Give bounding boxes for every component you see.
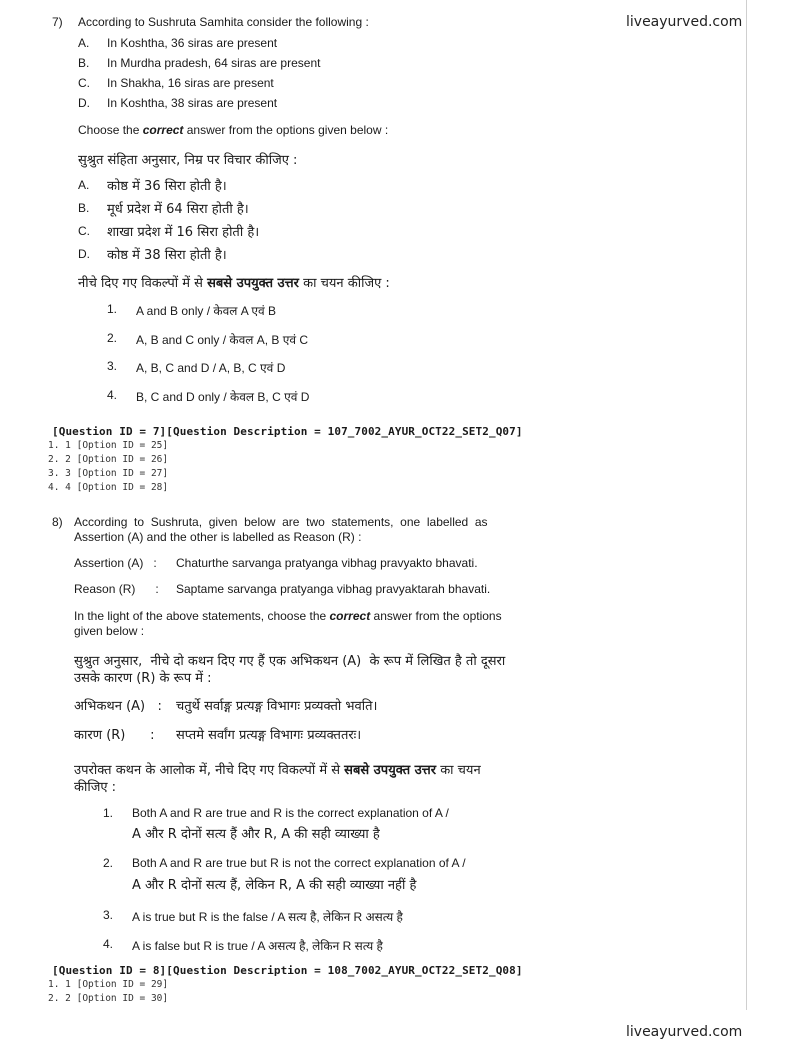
q8-option-1-en[interactable]: Both A and R are true and R is the correct explanation of A /: [132, 806, 449, 820]
q7-hi-stmt-b-letter: B.: [78, 201, 90, 215]
q7-stmt-b-letter: B.: [78, 56, 90, 70]
q8-stem-line2: Assertion (A) and the other is labelled as Reason (R) :: [74, 530, 362, 544]
q8-option-id-1: 1. 1 [Option ID = 29]: [48, 979, 169, 990]
q7-question-id: [Question ID = 7][Question Description = 107_7002_AYUR_OCT22_SET2_Q07]: [52, 425, 523, 438]
q7-stmt-d-letter: D.: [78, 96, 90, 110]
q8-light-instruction-line2: given below :: [74, 624, 145, 638]
q7-option-3-num: 3.: [107, 359, 118, 373]
q8-hindi-light-instruction-line2: कीजिए :: [74, 780, 117, 795]
q8-option-1-num: 1.: [103, 806, 114, 820]
q8-hi-assertion-text: चतुर्थे सर्वाङ्ग प्रत्यङ्ग विभागः प्रव्यक्तो भवति।: [176, 699, 378, 714]
q7-option-1-num: 1.: [107, 302, 118, 316]
q7-option-id-3: 3. 3 [Option ID = 27]: [48, 468, 169, 479]
q8-number: 8): [52, 515, 63, 529]
q7-stmt-b: In Murdha pradesh, 64 siras are present: [107, 56, 321, 70]
q7-hi-stmt-a: कोष्ठ में 36 सिरा होती है।: [107, 179, 227, 194]
q8-assertion-text: Chaturthe sarvanga pratyanga vibhag pravyakto bhavati.: [176, 556, 478, 570]
q7-option-id-4: 4. 4 [Option ID = 28]: [48, 482, 169, 493]
q7-stmt-a-letter: A.: [78, 36, 90, 50]
q7-hi-stmt-b: मूर्ध प्रदेश में 64 सिरा होती है।: [107, 202, 249, 217]
q8-hindi-light-instruction: उपरोक्त कथन के आलोक में, नीचे दिए गए विकल्पों में से सबसे उपयुक्त उत्तर का चयन: [74, 763, 481, 778]
q7-option-4-num: 4.: [107, 388, 118, 402]
q8-assertion-label: Assertion (A) :: [74, 556, 157, 570]
q7-option-1[interactable]: A and B only / केवल A एवं B: [136, 304, 277, 318]
q8-option-2-hi[interactable]: A और R दोनों सत्य हैं, लेकिन R, A की सही व्याख्या नहीं है: [132, 878, 417, 893]
q7-hindi-stem: सुश्रुत संहिता अनुसार, निम्र पर विचार कीजिए :: [78, 153, 298, 168]
q7-stmt-a: In Koshtha, 36 siras are present: [107, 36, 278, 50]
q8-question-id: [Question ID = 8][Question Description = 108_7002_AYUR_OCT22_SET2_Q08]: [52, 964, 523, 977]
q8-option-2-num: 2.: [103, 856, 114, 870]
q7-option-2[interactable]: A, B and C only / केवल A, B एवं C: [136, 333, 309, 347]
q7-hi-stmt-c: शाखा प्रदेश में 16 सिरा होती है।: [107, 225, 260, 240]
q8-hindi-stem-line1: सुश्रुत अनुसार, नीचे दो कथन दिए गए हैं एक अभिकथन (A) के रूप में लिखित है तो दूसरा: [74, 654, 506, 669]
q7-option-4[interactable]: B, C and D only / केवल B, C एवं D: [136, 390, 310, 404]
q7-option-id-2: 2. 2 [Option ID = 26]: [48, 454, 169, 465]
q8-option-2-en[interactable]: Both A and R are true but R is not the correct explanation of A /: [132, 856, 466, 870]
q8-hi-reason-label: कारण (R) :: [74, 728, 155, 743]
watermark-bottom: liveayurved.com: [626, 1024, 743, 1040]
right-margin-rule: [746, 0, 747, 1010]
q7-option-id-1: 1. 1 [Option ID = 25]: [48, 440, 169, 451]
q7-stem: According to Sushruta Samhita consider the following :: [78, 15, 369, 29]
q7-hindi-choose-instruction: नीचे दिए गए विकल्पों में से सबसे उपयुक्त उत्तर का चयन कीजिए :: [78, 276, 390, 291]
q8-stem-line1: According to Sushruta, given below are two statements, one labelled as: [74, 515, 488, 529]
q8-option-id-2: 2. 2 [Option ID = 30]: [48, 993, 169, 1004]
q8-option-1-hi[interactable]: A और R दोनों सत्य हैं और R, A की सही व्याख्या है: [132, 827, 380, 842]
q8-option-4-num: 4.: [103, 937, 114, 951]
q8-reason-text: Saptame sarvanga pratyanga vibhag pravyaktarah bhavati.: [176, 582, 491, 596]
q8-light-instruction: In the light of the above statements, choose the correct answer from the options: [74, 609, 502, 623]
q7-choose-instruction: Choose the correct answer from the options given below :: [78, 123, 389, 137]
q8-option-3[interactable]: A is true but R is the false / A सत्य है, लेकिन R असत्य है: [132, 910, 403, 924]
q7-hi-stmt-d: कोष्ठ में 38 सिरा होती है।: [107, 248, 227, 263]
q8-hi-assertion-label: अभिकथन (A) :: [74, 699, 162, 714]
q7-hi-stmt-c-letter: C.: [78, 224, 90, 238]
q8-hi-reason-text: सप्तमे सर्वांग प्रत्यङ्ग विभागः प्रव्यक्ततरः।: [176, 728, 362, 743]
q7-stmt-c-letter: C.: [78, 76, 90, 90]
q7-hi-stmt-d-letter: D.: [78, 247, 90, 261]
q7-stmt-d: In Koshtha, 38 siras are present: [107, 96, 278, 110]
q8-option-4[interactable]: A is false but R is true / A असत्य है, लेकिन R सत्य है: [132, 939, 383, 953]
q7-number: 7): [52, 15, 63, 29]
q8-option-3-num: 3.: [103, 908, 114, 922]
q7-option-2-num: 2.: [107, 331, 118, 345]
q8-reason-label: Reason (R) :: [74, 582, 159, 596]
watermark-top: liveayurved.com: [626, 14, 743, 30]
q7-option-3[interactable]: A, B, C and D / A, B, C एवं D: [136, 361, 286, 375]
q7-stmt-c: In Shakha, 16 siras are present: [107, 76, 274, 90]
q8-hindi-stem-line2: उसके कारण (R) के रूप में :: [74, 671, 212, 686]
q7-hi-stmt-a-letter: A.: [78, 178, 90, 192]
